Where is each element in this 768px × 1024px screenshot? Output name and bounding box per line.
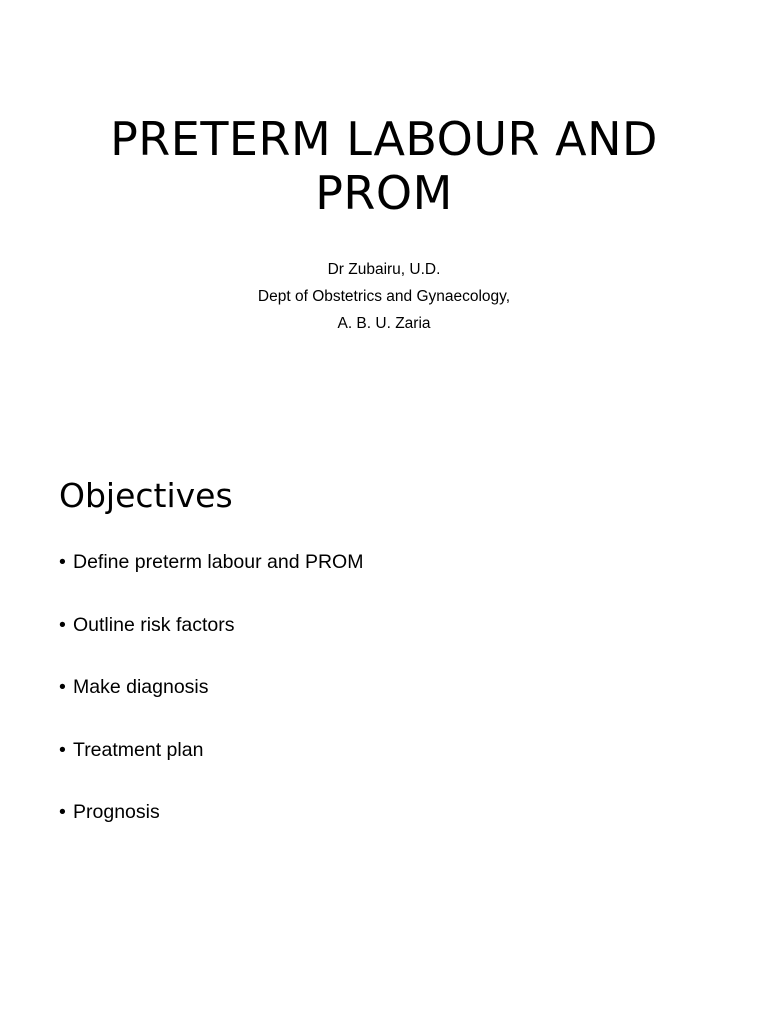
bullet-icon: •: [59, 738, 66, 761]
bullet-icon: •: [59, 551, 66, 573]
list-item: [59, 612, 363, 675]
list-item: [59, 674, 363, 737]
title-slide: [0, 0, 768, 432]
title-line-1: PRETERM LABOUR AND: [110, 112, 658, 166]
author-name: Dr Zubairu, U.D.: [327, 261, 441, 278]
author-institution: A. B. U. Zaria: [337, 315, 431, 332]
bullet-icon: •: [59, 613, 66, 636]
author-block: [60, 256, 708, 337]
list-item: [59, 737, 363, 800]
list-item: [59, 799, 363, 862]
title-line-2: PROM: [315, 166, 453, 220]
objectives-slide: [0, 432, 768, 1024]
list-item-text: Treatment plan: [73, 738, 204, 761]
list-item-text: Make diagnosis: [73, 676, 209, 698]
list-item: [59, 549, 363, 612]
author-department: Dept of Obstetrics and Gynaecology,: [257, 288, 511, 305]
list-item-text: Outline risk factors: [73, 613, 235, 636]
list-item-text: Prognosis: [73, 801, 160, 823]
page-title: [60, 112, 708, 220]
bullet-icon: •: [59, 676, 66, 698]
objectives-list: [59, 549, 363, 862]
list-item-text: Define preterm labour and PROM: [73, 551, 364, 573]
objectives-heading: Objectives: [59, 476, 233, 515]
bullet-icon: •: [59, 801, 66, 823]
